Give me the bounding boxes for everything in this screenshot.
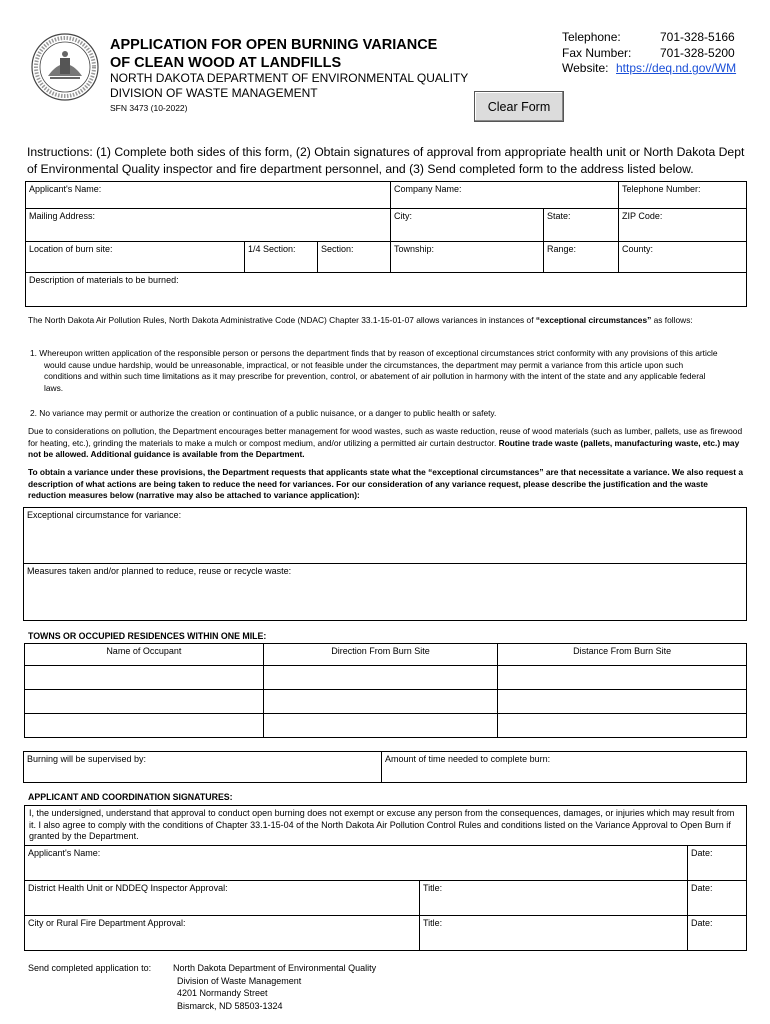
range-field[interactable]: Range: (544, 242, 619, 273)
applicant-signature-field[interactable]: Applicant's Name: (25, 845, 688, 880)
towns-heading: TOWNS OR OCCUPIED RESIDENCES WITHIN ONE MILE: (28, 631, 267, 641)
township-field[interactable]: Township: (391, 242, 544, 273)
signatures-heading: APPLICANT AND COORDINATION SIGNATURES: (28, 792, 233, 802)
supervised-by-field[interactable]: Burning will be supervised by: (24, 752, 382, 783)
fax-label: Fax Number: (562, 45, 632, 60)
towns-table (24, 643, 747, 738)
section-field[interactable]: Section: (318, 242, 391, 273)
fire-approval-field[interactable]: City or Rural Fire Department Approval: (25, 915, 420, 950)
zip-field[interactable]: ZIP Code: (619, 209, 747, 242)
district-approval-field[interactable]: District Health Unit or NDDEQ Inspector Approval: (25, 880, 420, 915)
occupant-cell[interactable] (25, 690, 264, 714)
quarter-section-field[interactable]: 1/4 Section: (245, 242, 318, 273)
distance-cell[interactable] (498, 690, 747, 714)
distance-cell[interactable] (498, 666, 747, 690)
exceptional-circumstance-field[interactable]: Exceptional circumstance for variance: (23, 507, 747, 564)
telephone-number-field[interactable]: Telephone Number: (619, 182, 747, 209)
signatures-table (24, 805, 747, 951)
form-title: APPLICATION FOR OPEN BURNING VARIANCE OF CLEAN WOOD AT LANDFILLS (110, 37, 438, 71)
fax-value: 701-328-5200 (660, 45, 735, 60)
district-date-field[interactable]: Date: (687, 880, 746, 915)
direction-cell[interactable] (263, 714, 498, 738)
website-label: Website: (562, 61, 609, 75)
location-field[interactable]: Location of burn site: (26, 242, 245, 273)
col-occupant: Name of Occupant (25, 644, 264, 666)
guidance-paragraph: Due to considerations on pollution, the Department encourages better management for wood wastes, such as waste reduction, reuse of wood materials (such as lumber, pallets, use as firewood for heating, etc.), grinding the materials to make a mulch or compost medium, and/or utilizing a permitted air curtain destructor. Routine trade waste (pallets, manufacturing waste, etc.) may not be allowed. Additional guidance is available from the Department. (28, 426, 743, 459)
rule-item-1: 1. Whereupon written application of the responsible person or persons the department finds that by reason of exceptional circumstances strict conformity with any provisions of this article would cause undue hardship, would be unreasonable, impractical, or not feasible under the circumstances, the department may permit a variance from this article upon such conditions and within such time limitations as it may prescribe for prevention, control, or abatement of air pollution in harmony with the intent of the state and any applicable federal laws. (30, 348, 718, 393)
telephone-value: 701-328-5166 (660, 30, 735, 44)
measures-field[interactable]: Measures taken and/or planned to reduce, reuse or recycle waste: (23, 563, 747, 621)
applicant-name-field[interactable]: Applicant's Name: (26, 182, 391, 209)
ndac-paragraph: The North Dakota Air Pollution Rules, North Dakota Administrative Code (NDAC) Chapter 33.1-15-01-07 allows variances in instances of “exceptional circumstances” as follows: (28, 315, 693, 325)
send-label: Send completed application to: (28, 963, 152, 973)
applicant-info-table (25, 181, 747, 307)
burn-time-field[interactable]: Amount of time needed to complete burn: (382, 752, 747, 783)
county-field[interactable]: County: (619, 242, 747, 273)
fire-title-field[interactable]: Title: (420, 915, 688, 950)
state-seal-icon (30, 32, 100, 102)
distance-cell[interactable] (498, 714, 747, 738)
telephone-label: Telephone: (562, 30, 621, 44)
signature-statement: I, the undersigned, understand that approval to conduct open burning does not exempt or excuse any person from the consequences, damages, or injuries which may result from it. I also agree to comply with the conditions of Chapter 33.1-15-04 of the North Dakota Air Pollution Control Rules and conditions listed on the Variance Approval to Open Burn if granted by the Department. (25, 806, 747, 846)
rule-item-2: 2. No variance may permit or authorize the creation or continuation of a public nuisance, or a danger to public health or safety. (30, 408, 497, 418)
direction-cell[interactable] (263, 690, 498, 714)
direction-cell[interactable] (263, 666, 498, 690)
agency-name: NORTH DAKOTA DEPARTMENT OF ENVIRONMENTAL QUALITY DIVISION OF WASTE MANAGEMENT (110, 71, 469, 100)
request-paragraph: To obtain a variance under these provisions, the Department requests that applicants state what the “exceptional circumstances” are that necessitate a variance. We also request a description of what actions are being taken to reduce the need for variances. For our consideration of any variance request, please describe the justification and the waste reduction measures below (narrative may also be attached to variance application): (28, 467, 744, 500)
mailing-address-field[interactable]: Mailing Address: (26, 209, 391, 242)
company-name-field[interactable]: Company Name: (391, 182, 619, 209)
applicant-date-field[interactable]: Date: (687, 845, 746, 880)
burning-table (23, 751, 747, 783)
clear-form-button[interactable]: Clear Form (474, 91, 564, 122)
form-number: SFN 3473 (10-2022) (110, 103, 188, 113)
occupant-cell[interactable] (25, 666, 264, 690)
contact-info (562, 30, 736, 77)
district-title-field[interactable]: Title: (420, 880, 688, 915)
city-field[interactable]: City: (391, 209, 544, 242)
mailing-footer (28, 962, 376, 1012)
website-link[interactable]: https://deq.nd.gov/WM (616, 61, 737, 75)
footer-address: North Dakota Department of Environmental Quality Division of Waste Management 4201 Normandy Street Bismarck, ND 58503-1324 (173, 963, 377, 1011)
description-field[interactable]: Description of materials to be burned: (26, 273, 747, 307)
instructions: Instructions: (1) Complete both sides of this form, (2) Obtain signatures of approval from appropriate health unit or North Dakota Dept of Environmental Quality inspector and fire department personnel, and (3) Send completed form to the address listed below. (27, 145, 745, 176)
col-direction: Direction From Burn Site (263, 644, 498, 666)
col-distance: Distance From Burn Site (498, 644, 747, 666)
state-field[interactable]: State: (544, 209, 619, 242)
fire-date-field[interactable]: Date: (687, 915, 746, 950)
occupant-cell[interactable] (25, 714, 264, 738)
